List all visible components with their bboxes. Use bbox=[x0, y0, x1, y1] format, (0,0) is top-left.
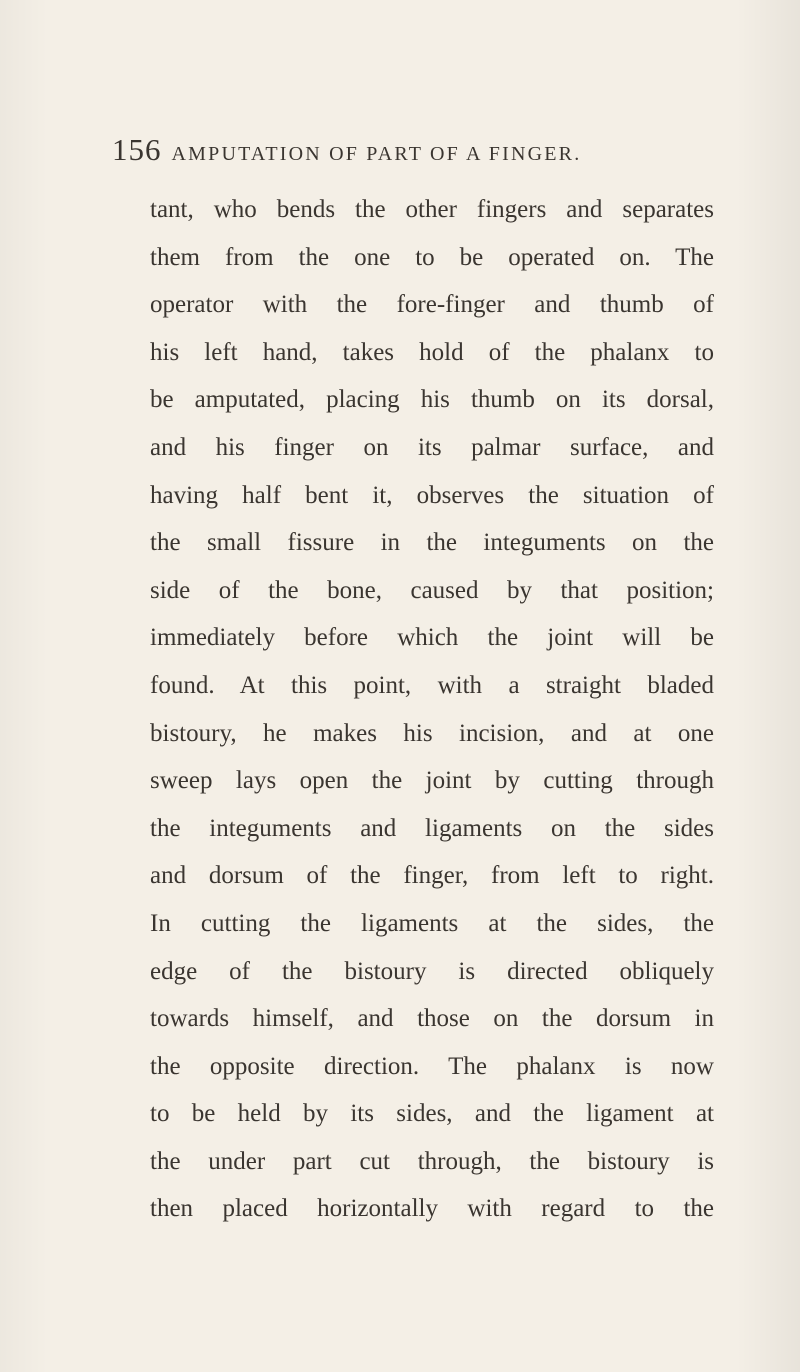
text-line: found. At this point, with a straight bladed bbox=[150, 671, 714, 699]
text-line: immediately before which the joint will be bbox=[150, 624, 714, 652]
text-line: bistoury, he makes his incision, and at one bbox=[150, 719, 714, 747]
page-number: 156 bbox=[112, 132, 162, 167]
text-line: then placed horizontally with regard to the bbox=[150, 1195, 714, 1223]
text-line: operator with the fore-finger and thumb of bbox=[150, 291, 714, 319]
text-line: the small fissure in the integuments on the bbox=[150, 529, 714, 557]
text-line: side of the bone, caused by that position; bbox=[150, 576, 714, 604]
text-line: the opposite direction. The phalanx is now bbox=[150, 1052, 714, 1080]
text-line: tant, who bends the other fingers and separates bbox=[150, 196, 714, 223]
text-line: In cutting the ligaments at the sides, the bbox=[150, 909, 714, 937]
text-line: edge of the bistoury is directed obliquely bbox=[150, 957, 714, 985]
text-line: the under part cut through, the bistoury is bbox=[150, 1147, 714, 1175]
text-line: and his finger on its palmar surface, and bbox=[150, 433, 714, 461]
running-head bbox=[112, 132, 712, 172]
text-line: and dorsum of the finger, from left to right. bbox=[150, 862, 714, 890]
text-line: to be held by its sides, and the ligament at bbox=[150, 1100, 714, 1128]
text-line: sweep lays open the joint by cutting through bbox=[150, 767, 714, 795]
body-text bbox=[150, 186, 714, 1233]
text-line: be amputated, placing his thumb on its dorsal, bbox=[150, 386, 714, 414]
text-line: his left hand, takes hold of the phalanx to bbox=[150, 338, 714, 366]
text-line: towards himself, and those on the dorsum in bbox=[150, 1005, 714, 1033]
text-line: having half bent it, observes the situation of bbox=[150, 481, 714, 509]
text-line: the integuments and ligaments on the sides bbox=[150, 814, 714, 842]
running-title: AMPUTATION OF PART OF A FINGER. bbox=[171, 143, 582, 165]
text-line: them from the one to be operated on. The bbox=[150, 243, 714, 271]
